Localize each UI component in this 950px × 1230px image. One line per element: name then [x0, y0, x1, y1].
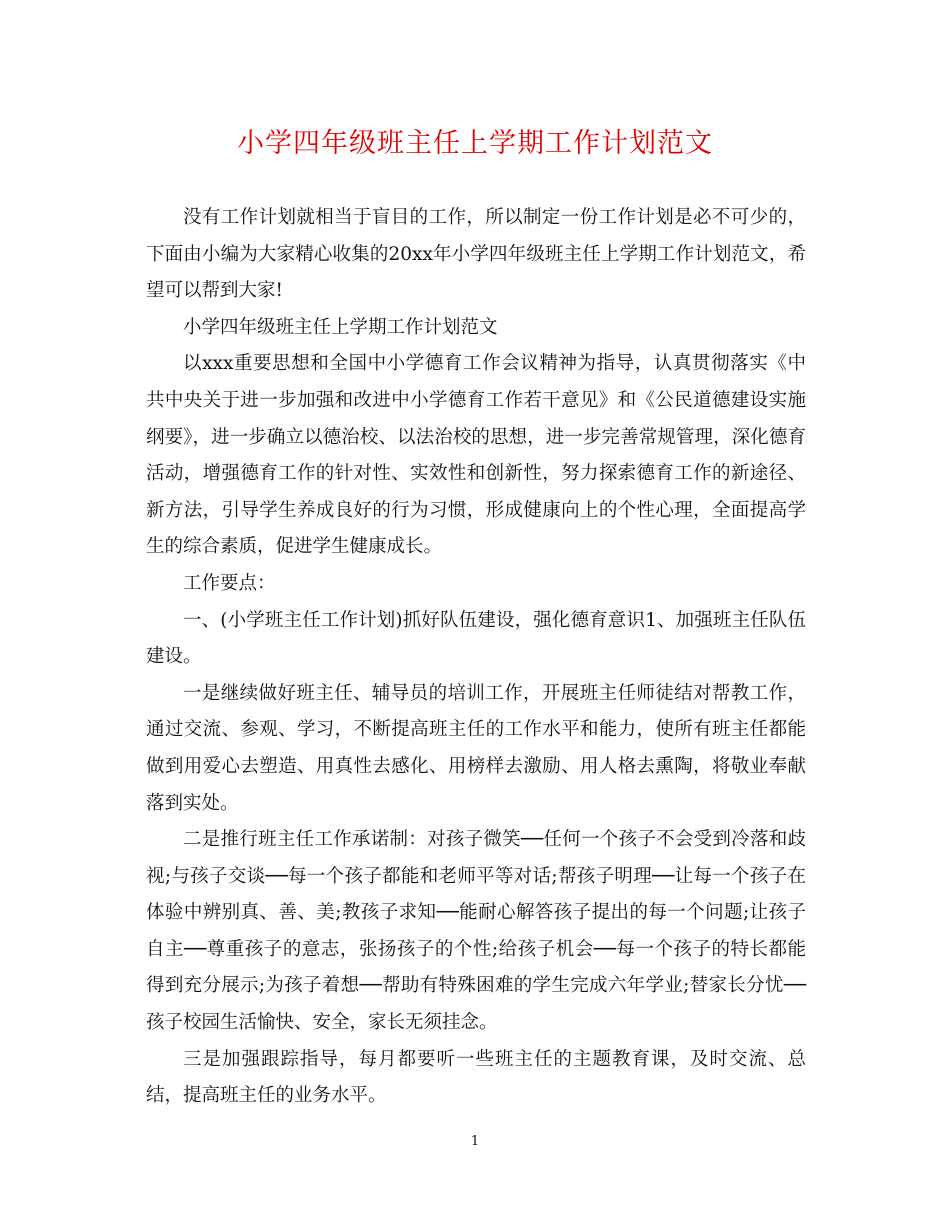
training-paragraph: 一是继续做好班主任、辅导员的培训工作，开展班主任师徒结对帮教工作，通过交流、参观、学习，不断提高班主任的工作水平和能力，使所有班主任都能做到用爱心去塑造、用真性去感化、用榜样去激励、用人格去熏陶，将敬业奉献落到实处。	[146, 682, 806, 814]
section-one-heading: 一、(小学班主任工作计划)抓好队伍建设，强化德育意识1、加强班主任队伍建设。	[146, 609, 806, 668]
guidance-paragraph: 三是加强跟踪指导，每月都要听一些班主任的主题教育课，及时交流、总结，提高班主任的业务水平。	[146, 1048, 806, 1107]
guiding-principle-paragraph: 以xxx重要思想和全国中小学德育工作会议精神为指导，认真贯彻落实《中共中央关于进一步加强和改进中小学德育工作若干意见》和《公民道德建设实施纲要》，进一步确立以德治校、以法治校的思想，进一步完善常规管理，深化德育活动，增强德育工作的针对性、实效性和创新性，努力探索德育工作的新途径、新方法，引导学生养成良好的行为习惯，形成健康向上的个性心理，全面提高学生的综合素质，促进学生健康成长。	[146, 353, 806, 558]
document-body	[146, 200, 806, 1115]
work-points-heading: 工作要点：	[183, 572, 276, 594]
subtitle-paragraph: 小学四年级班主任上学期工作计划范文	[183, 316, 498, 338]
intro-paragraph: 没有工作计划就相当于盲目的工作，所以制定一份工作计划是必不可少的，下面由小编为大家精心收集的20xx年小学四年级班主任上学期工作计划范文，希望可以帮到大家!	[146, 207, 806, 302]
commitment-paragraph: 二是推行班主任工作承诺制：对孩子微笑──任何一个孩子不会受到冷落和歧视;与孩子交谈──每一个孩子都能和老师平等对话;帮孩子明理──让每一个孩子在体验中辨别真、善、美;教孩子求知──能耐心解答孩子提出的每一个问题;让孩子自主──尊重孩子的意志，张扬孩子的个性;给孩子机会──每一个孩子的特长都能得到充分展示;为孩子着想──帮助有特殊困难的学生完成六年学业;替家长分忧──孩子校园生活愉快、安全，家长无须挂念。	[146, 829, 806, 1034]
document-title: 小学四年级班主任上学期工作计划范文	[237, 128, 713, 159]
page-number: 1	[470, 1134, 480, 1149]
